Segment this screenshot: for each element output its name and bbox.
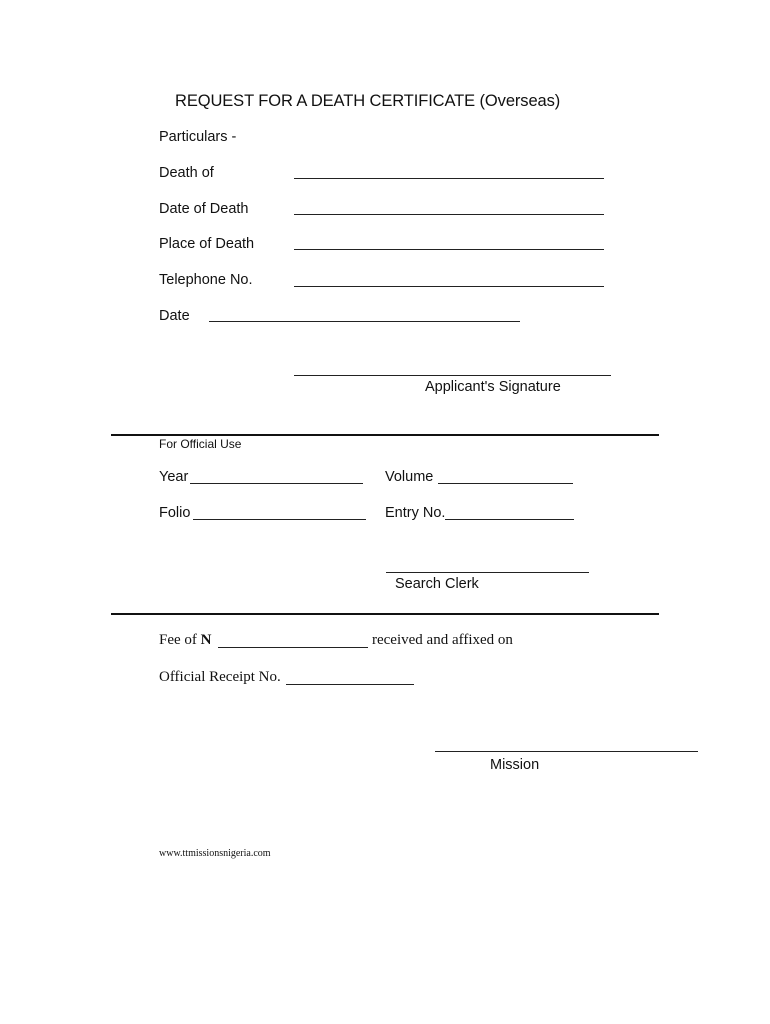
date-of-death-field[interactable] <box>294 214 604 215</box>
form-title: REQUEST FOR A DEATH CERTIFICATE (Overseas) <box>175 92 561 110</box>
currency-symbol: N <box>200 632 212 648</box>
received-affixed-label: received and affixed on <box>372 632 513 648</box>
search-clerk-label: Search Clerk <box>395 576 479 592</box>
folio-label: Folio <box>159 505 191 521</box>
date-of-death-label: Date of Death <box>159 201 249 217</box>
section-divider-top <box>111 434 659 436</box>
volume-field[interactable] <box>438 483 573 484</box>
fee-amount-field[interactable] <box>218 647 368 648</box>
section-divider-bottom <box>111 613 659 615</box>
telephone-field[interactable] <box>294 286 604 287</box>
receipt-no-label: Official Receipt No. <box>159 669 281 685</box>
official-use-heading: For Official Use <box>159 437 242 451</box>
year-field[interactable] <box>190 483 363 484</box>
death-of-field[interactable] <box>294 178 604 179</box>
entry-no-label: Entry No. <box>385 505 446 521</box>
particulars-label: Particulars - <box>159 129 237 145</box>
entry-no-field[interactable] <box>445 519 574 520</box>
date-label: Date <box>159 308 190 324</box>
place-of-death-label: Place of Death <box>159 236 255 252</box>
mission-label: Mission <box>490 757 540 773</box>
folio-field[interactable] <box>193 519 366 520</box>
place-of-death-field[interactable] <box>294 249 604 250</box>
footer-website: www.ttmissionsnigeria.com <box>159 848 271 859</box>
telephone-label: Telephone No. <box>159 272 253 288</box>
fee-of-text: Fee of <box>159 632 197 648</box>
fee-of-label <box>159 632 212 649</box>
applicant-signature-label: Applicant's Signature <box>425 379 561 395</box>
mission-signature-field[interactable] <box>435 751 698 752</box>
applicant-signature-field[interactable] <box>294 375 611 376</box>
year-label: Year <box>159 469 189 485</box>
receipt-no-field[interactable] <box>286 684 414 685</box>
date-field[interactable] <box>209 321 520 322</box>
search-clerk-signature-field[interactable] <box>386 572 589 573</box>
volume-label: Volume <box>385 469 434 485</box>
death-of-label: Death of <box>159 165 214 181</box>
